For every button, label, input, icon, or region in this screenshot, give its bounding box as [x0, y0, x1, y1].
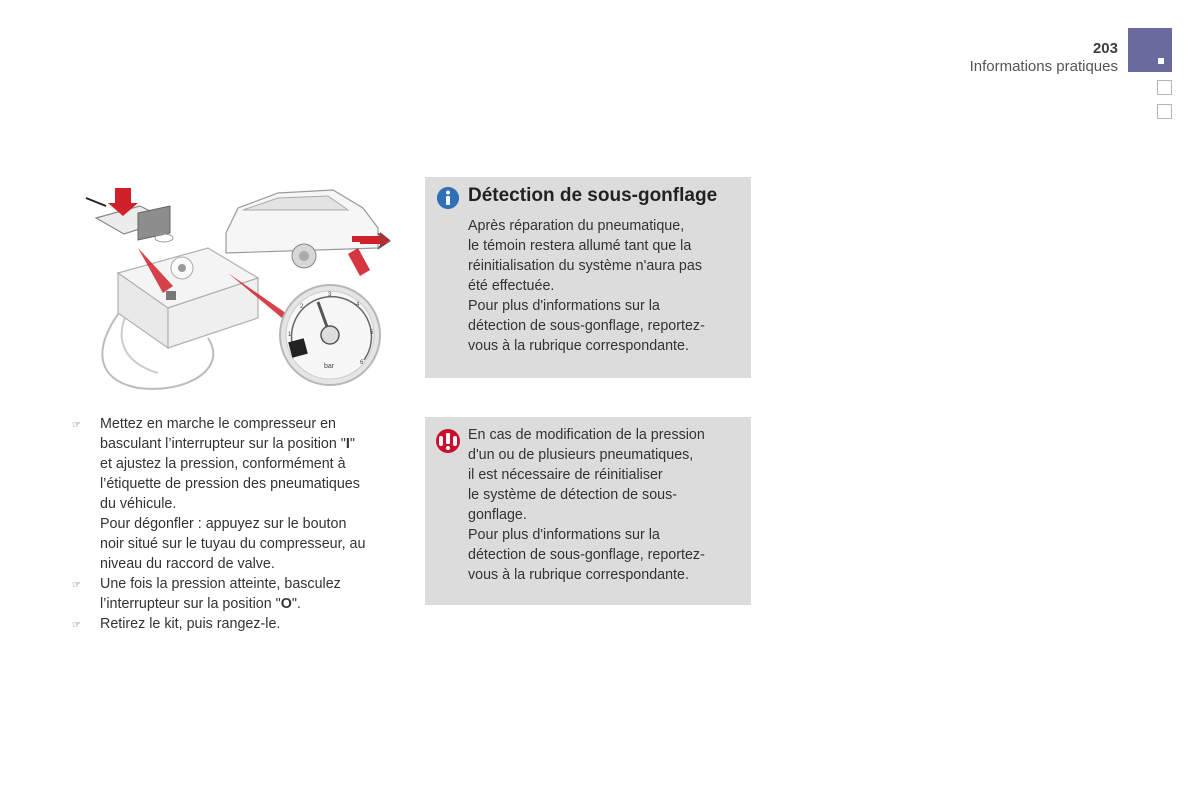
warning-text: [468, 425, 743, 585]
chapter-tab: [1128, 28, 1172, 72]
instruction-item-1: [72, 414, 402, 574]
warning-line: gonflage.: [468, 507, 527, 523]
pointing-hand-icon: ☞: [72, 420, 81, 431]
instruction-text: l’interrupteur sur la position ": [100, 596, 281, 612]
tab-square-2: [1157, 104, 1172, 119]
pressure-gauge: [280, 285, 380, 385]
page-number: 203: [1092, 40, 1118, 57]
warning-line: il est nécessaire de réinitialiser: [468, 467, 663, 483]
instruction-text: ".: [291, 596, 301, 612]
info-icon: [437, 187, 459, 209]
info-line: réinitialisation du système n'aura pas: [468, 258, 702, 274]
instruction-text: basculant l’interrupteur sur la position ": [100, 436, 346, 452]
info-line: été effectuée.: [468, 278, 555, 294]
red-arrow-car: [348, 248, 370, 276]
gauge-tick-6: 6: [360, 360, 364, 366]
gauge-tick-5: 5: [370, 330, 374, 336]
instruction-text: l’étiquette de pression des pneumatiques: [100, 476, 360, 492]
tab-dot-icon: [1158, 58, 1164, 64]
compressor-box: [118, 248, 258, 348]
warning-box: [425, 417, 751, 605]
warning-line: En cas de modification de la pression: [468, 427, 705, 443]
warning-line: le système de détection de sous-: [468, 487, 678, 503]
instruction-text: noir situé sur le tuyau du compresseur, au: [100, 536, 366, 552]
compressor-illustration: [78, 178, 398, 396]
instruction-list: [72, 414, 402, 636]
pointing-hand-icon: ☞: [72, 620, 81, 631]
info-text: [468, 216, 738, 356]
switch-position-label: I: [345, 436, 350, 452]
warning-line: vous à la rubrique correspondante.: [468, 567, 689, 583]
gauge-unit: bar: [324, 363, 335, 370]
instruction-item-3: [72, 614, 402, 636]
instruction-text: Mettez en marche le compresseur en: [100, 416, 337, 432]
instruction-text: Pour dégonfler : appuyez sur le bouton: [100, 516, 347, 532]
info-line: Pour plus d'informations sur la: [468, 298, 660, 314]
info-line: le témoin restera allumé tant que la: [468, 238, 692, 254]
gauge-tick-3: 3: [328, 292, 332, 298]
section-title: Informations pratiques: [969, 58, 1118, 75]
instruction-text: et ajustez la pression, conformément à: [100, 456, 346, 472]
instruction-text: niveau du raccord de valve.: [100, 556, 275, 572]
instruction-item-2: [72, 574, 402, 614]
info-line: détection de sous-gonflage, reportez-: [468, 318, 705, 334]
instruction-text: du véhicule.: [100, 496, 177, 512]
gauge-tick-2: 2: [300, 304, 304, 310]
instruction-text: Retirez le kit, puis rangez-le.: [100, 616, 281, 632]
tab-square-1: [1157, 80, 1172, 95]
instruction-text: Une fois la pression atteinte, basculez: [100, 576, 341, 592]
switch-position-label: O: [280, 596, 292, 612]
info-title: Détection de sous-gonflage: [468, 185, 718, 206]
info-box: [425, 177, 751, 378]
info-line: vous à la rubrique correspondante.: [468, 338, 689, 354]
instruction-text: ": [349, 436, 355, 452]
warning-icon: [436, 429, 460, 453]
sealant-cartridge: [96, 206, 173, 242]
pointing-hand-icon: ☞: [72, 580, 81, 591]
warning-line: d'un ou de plusieurs pneumatiques,: [468, 447, 694, 463]
warning-line: Pour plus d'informations sur la: [468, 527, 660, 543]
gauge-tick-1: 1: [288, 332, 292, 338]
gauge-tick-4: 4: [356, 302, 360, 308]
warning-line: détection de sous-gonflage, reportez-: [468, 547, 705, 563]
info-line: Après réparation du pneumatique,: [468, 218, 685, 234]
